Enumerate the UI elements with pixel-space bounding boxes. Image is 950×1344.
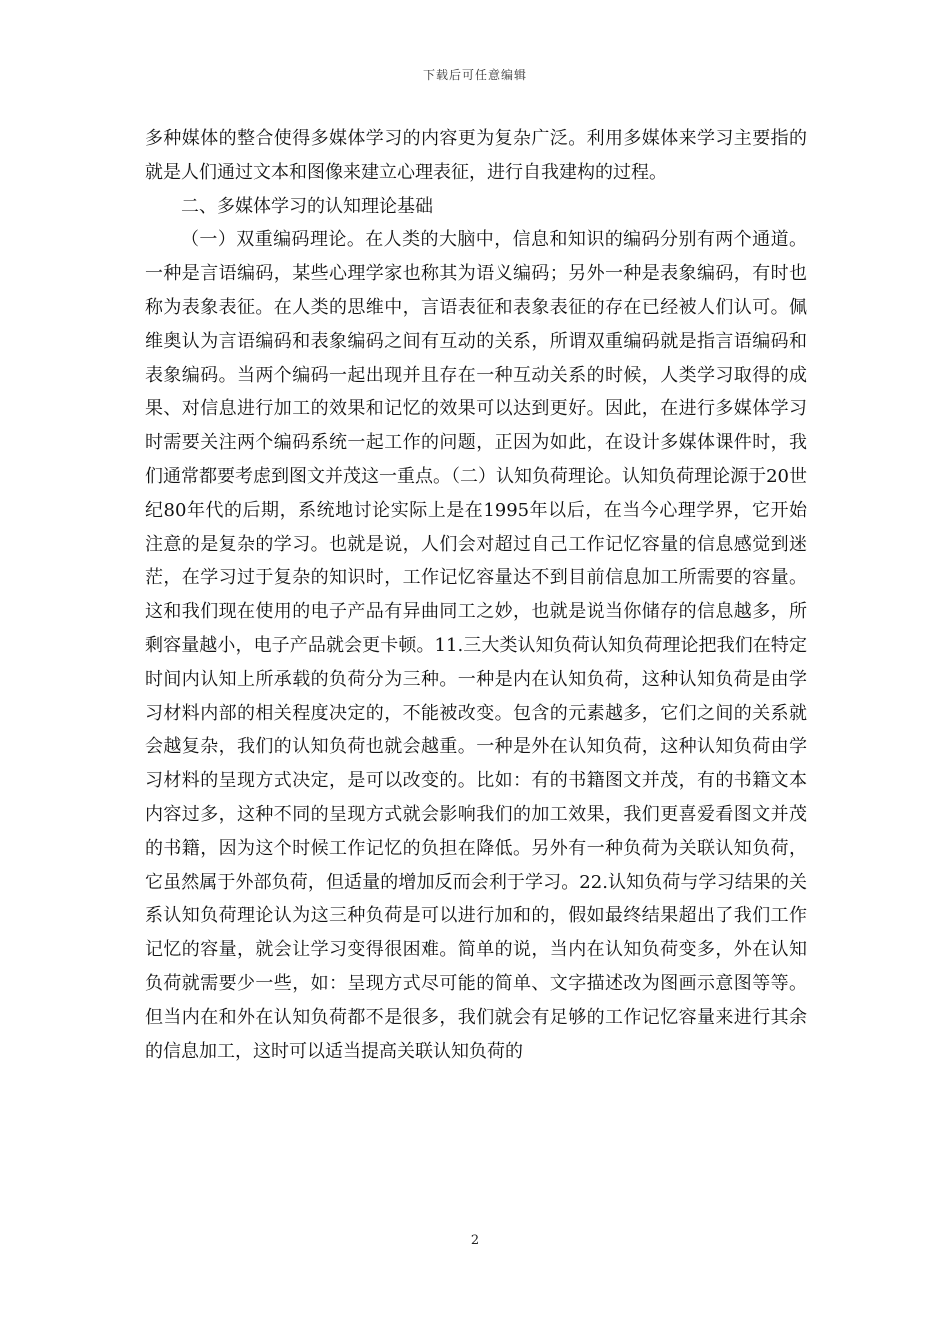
section-heading: 二、多媒体学习的认知理论基础 — [181, 195, 433, 217]
page-number: 2 — [470, 1233, 480, 1248]
page-header: 下载后可任意编辑 — [422, 68, 527, 82]
body-paragraph-main: （一）双重编码理论。在人类的大脑中，信息和知识的编码分别有两个通道。一种是言语编码，某些心理学家也称其为语义编码；另外一种是表象编码，有时也称为表象表征。在人类的思维中，言语表征和表象表征的存在已经被人们认可。佩维奥认为言语编码和表象编码之间有互动的关系，所谓双重编码就是指言语编码和表象编码。当两个编码一起出现并且存在一种互动关系的时候，人类学习取得的成果、对信息进行加工的效果和记忆的效果可以达到更好。因此，在进行多媒体学习时需要关注两个编码系统一起工作的问题，正因为如此，在设计多媒体课件时，我们通常都要考虑到图文并茂这一重点。（二）认知负荷理论。认知负荷理论源于20世纪80年代的后期，系统地讨论实际上是在1995年以后，在当今心理学界，它开始注意的是复杂的学习。也就是说，人们会对超过自己工作记忆容量的信息感觉到迷茫，在学习过于复杂的知识时，工作记忆容量达不到目前信息加工所需要的容量。这和我们现在使用的电子产品有异曲同工之妙，也就是说当你储存的信息越多，所剩容量越小，电子产品就会更卡顿。11.三大类认知负荷认知负荷理论把我们在特定时间内认知上所承载的负荷分为三种。一种是内在认知负荷，这种认知负荷是由学习材料内部的相关程度决定的，不能被改变。包含的元素越多，它们之间的关系就会越复杂，我们的认知负荷也就会越重。一种是外在认知负荷，这种认知负荷由学习材料的呈现方式决定，是可以改变的。比如：有的书籍图文并茂，有的书籍文本内容过多，这种不同的呈现方式就会影响我们的加工效果，我们更喜爱看图文并茂的书籍，因为这个时候工作记忆的负担在降低。另外有一种负荷为关联认知负荷，它虽然属于外部负荷，但适量的增加反而会利于学习。22.认知负荷与学习结果的关系认知负荷理论认为这三种负荷是可以进行加和的，假如最终结果超出了我们工作记忆的容量，就会让学习变得很困难。简单的说，当内在认知负荷变多，外在认知负荷就需要少一些，如：呈现方式尽可能的简单、文字描述改为图画示意图等等。但当内在和外在认知负荷都不是很多，我们就会有足够的工作记忆容量来进行其余的信息加工，这时可以适当提高关联认知负荷的 — [145, 229, 807, 1062]
body-paragraph-continuation: 多种媒体的整合使得多媒体学习的内容更为复杂广泛。利用多媒体来学习主要指的就是人们通过文本和图像来建立心理表征，进行自我建构的过程。 — [145, 128, 807, 183]
document-body — [145, 122, 807, 1068]
